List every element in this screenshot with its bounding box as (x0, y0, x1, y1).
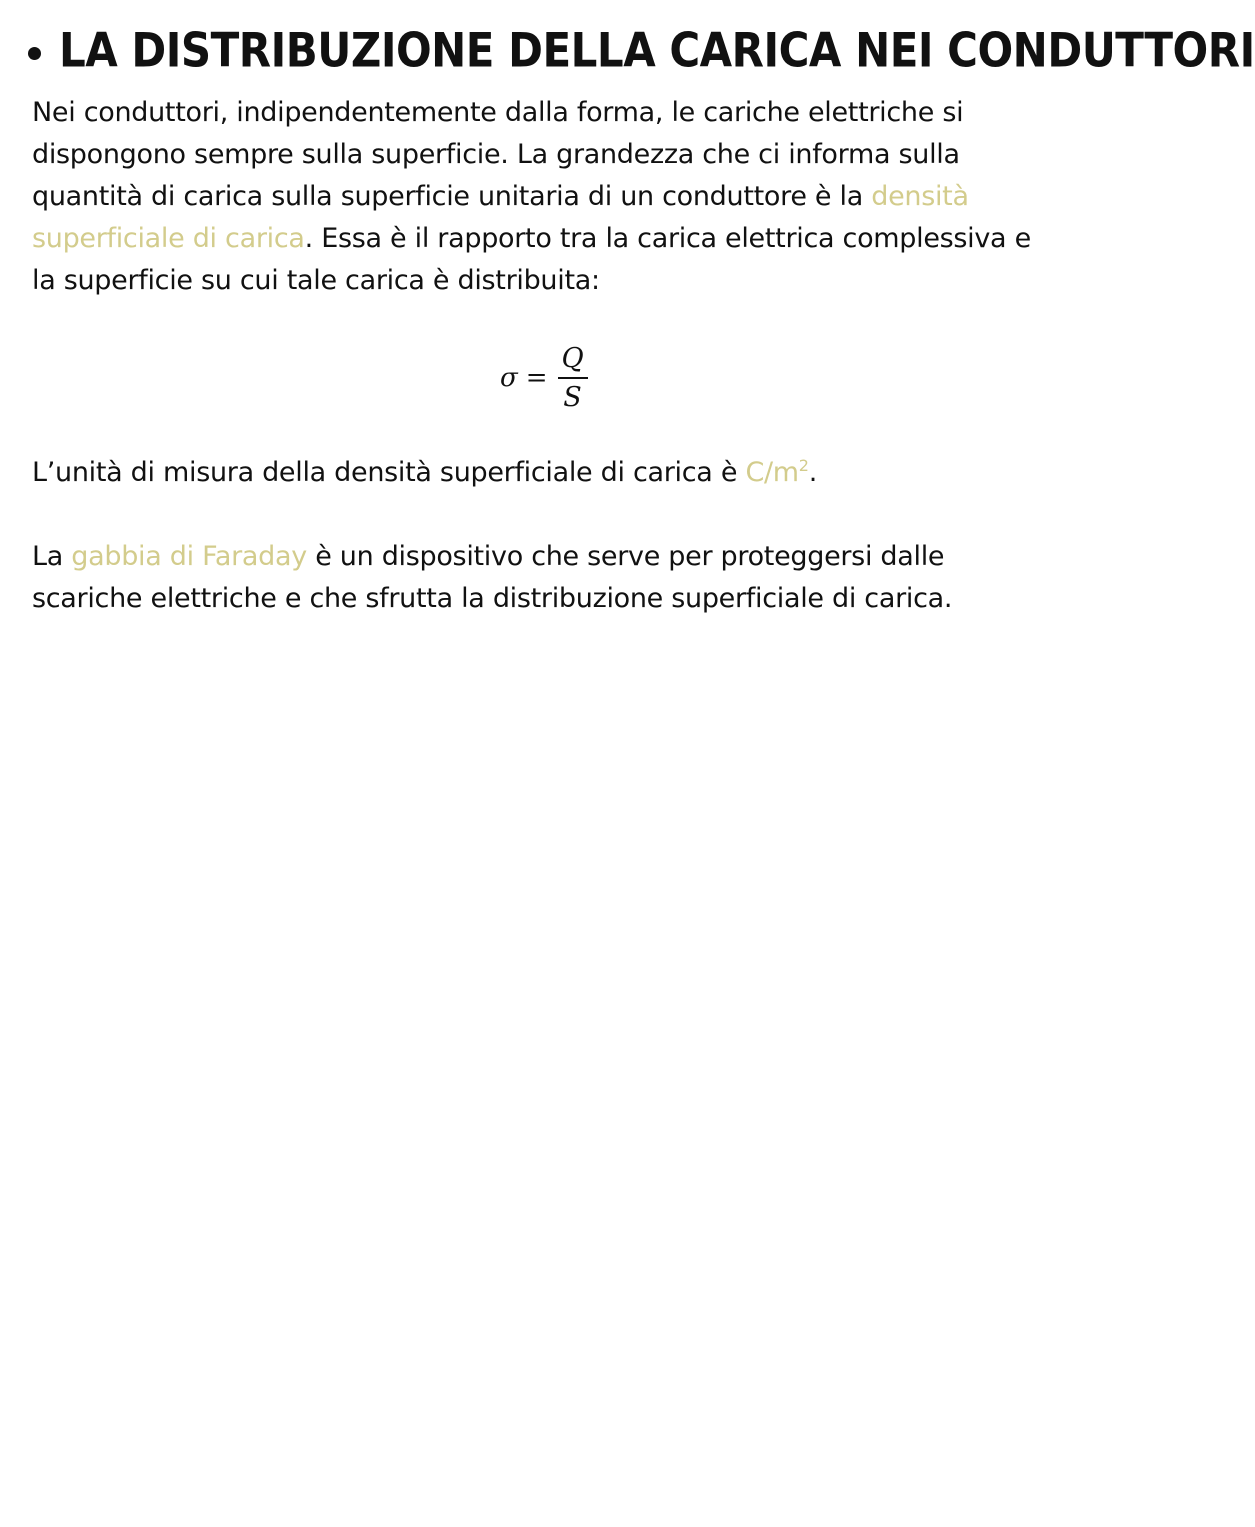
unit-end: . (808, 457, 817, 488)
formula-numerator: Q (561, 342, 584, 374)
formula-symbol: σ (500, 363, 518, 393)
highlight-faraday-cage: gabbia di Faraday (71, 541, 307, 572)
unit-paragraph (32, 452, 1052, 494)
intro-text-end: . Essa è il rapporto tra la carica elettrica complessiva e la superficie su cui tale carica è distribuita: (32, 223, 1031, 296)
section-heading (28, 23, 1255, 78)
charge-density-formula (500, 338, 588, 418)
highlight-surface-charge-density: densità superficiale di carica (32, 181, 969, 254)
formula-equals: = (525, 363, 548, 393)
formula-denominator: S (563, 381, 582, 413)
bullet-icon (28, 47, 41, 60)
intro-paragraph (32, 92, 1052, 302)
unit-exponent: 2 (798, 456, 809, 475)
intro-text-start: Nei conduttori, indipendentemente dalla forma, le cariche elettriche si dispongono sempre sulla superficie. La grandezza che ci informa sulla quantità di carica sulla superficie unitaria di un conduttore è la (32, 97, 964, 212)
faraday-paragraph (32, 536, 1052, 620)
faraday-text-start: La (32, 541, 72, 572)
unit-text: L’unità di misura della densità superficiale di carica è (32, 457, 746, 488)
page-title: LA DISTRIBUZIONE DELLA CARICA NEI CONDUTTORI (59, 23, 1255, 78)
faraday-text-end: è un dispositivo che serve per proteggersi dalle scariche elettriche e che sfrutta la distribuzione superficiale di carica. (32, 541, 953, 614)
unit-value: C/m (745, 457, 799, 488)
fraction-bar (558, 377, 588, 379)
formula-fraction (558, 343, 588, 414)
unit-highlight (745, 457, 808, 488)
